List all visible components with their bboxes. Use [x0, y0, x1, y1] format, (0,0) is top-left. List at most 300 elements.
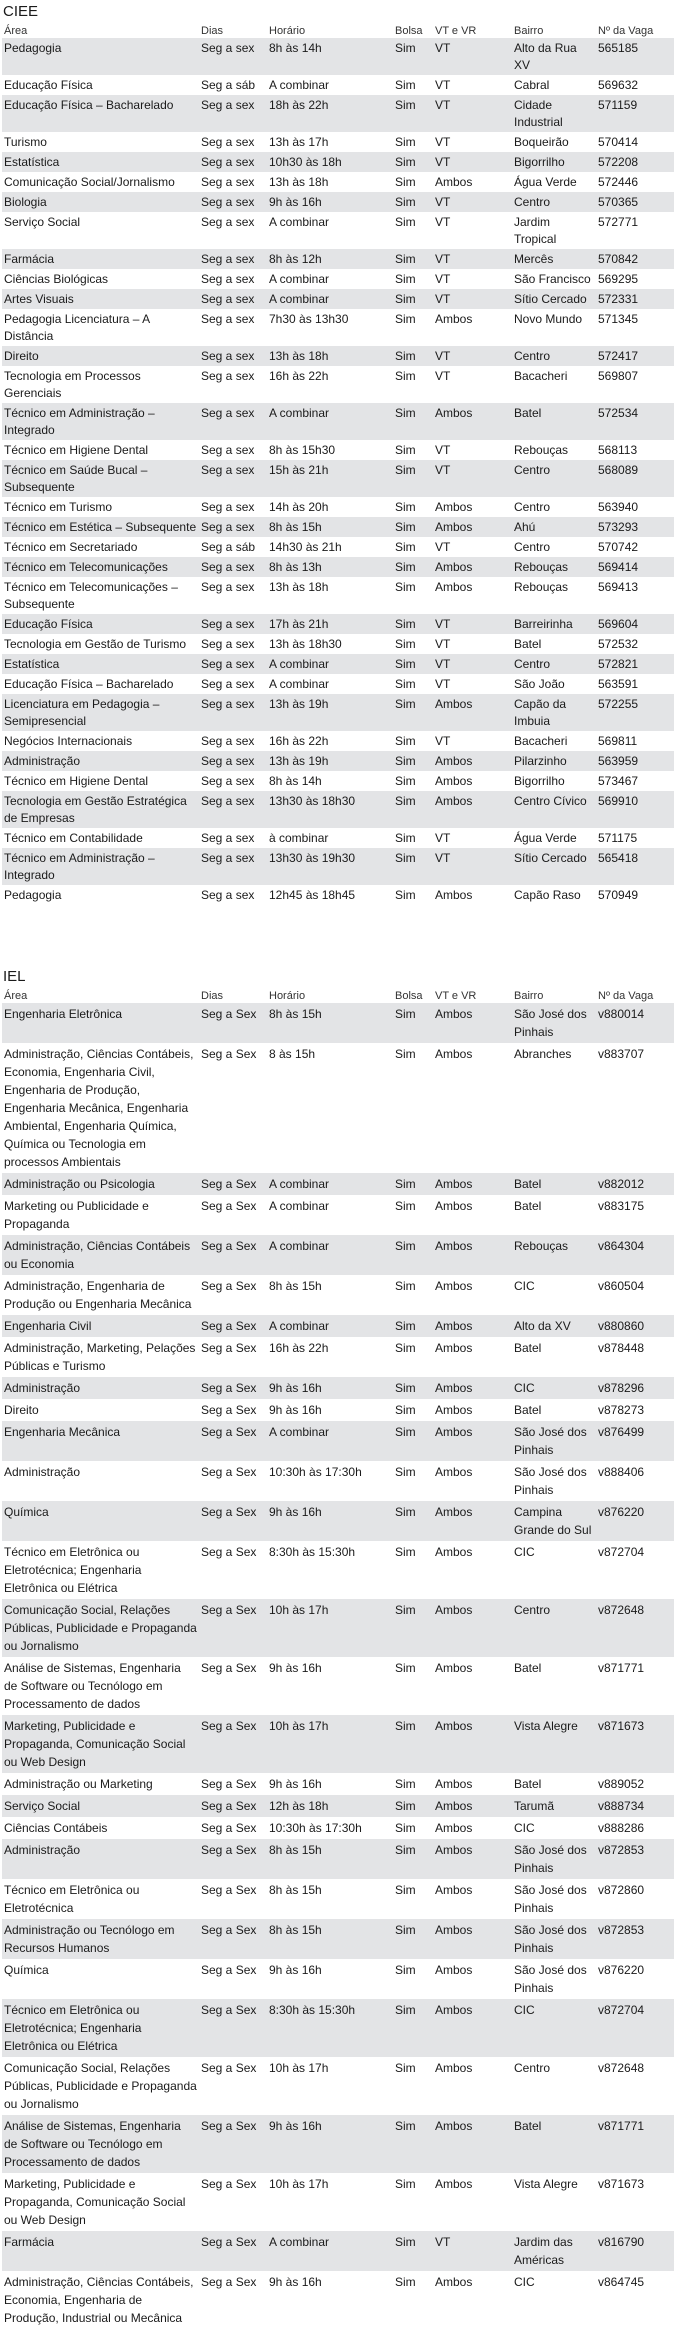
table-row [2, 557, 674, 577]
cell-vaga: 572331 [596, 289, 674, 309]
cell-dias: Seg a Sex [201, 2275, 257, 2289]
cell-vaga: 569807 [598, 369, 639, 383]
cell-bolsa: Sim [393, 289, 433, 309]
cell-bolsa: Sim [393, 38, 433, 75]
cell-bolsa: Sim [395, 1465, 416, 1479]
table-row [2, 751, 674, 771]
cell-vaga: v872853 [596, 1839, 674, 1879]
cell-bairro: Alto da Rua XV [512, 38, 596, 75]
cell-dias: Seg a Sex [201, 1545, 257, 1559]
cell-area: Comunicação Social, Relações Públicas, Publicidade e Propaganda ou Jornalismo [4, 2061, 197, 2111]
cell-dias: Seg a Sex [199, 1421, 267, 1461]
cell-dias: Seg a Sex [201, 2061, 257, 2075]
cell-bolsa: Sim [393, 346, 433, 366]
table-row [2, 1235, 674, 1275]
cell-vt-vr: VT [433, 654, 512, 674]
cell-bolsa: Sim [393, 1999, 433, 2057]
cell-bairro: São José dos Pinhais [514, 1465, 587, 1497]
cell-bairro: Batel [514, 1199, 542, 1213]
cell-vt-vr: Ambos [433, 1501, 512, 1541]
cell-bolsa: Sim [395, 312, 416, 326]
cell-area: Tecnologia em Gestão de Turismo [4, 637, 187, 651]
cell-horario: 17h às 21h [267, 614, 393, 634]
cell-vt-vr: VT [435, 78, 451, 92]
cell-bolsa: Sim [393, 1235, 433, 1275]
header-dias: Dias [201, 25, 224, 37]
cell-horario: A combinar [267, 403, 393, 440]
cell-area: Técnico em Administração – Integrado [2, 848, 199, 885]
cell-vt-vr: Ambos [435, 2177, 473, 2191]
header-vt-vr: VT e VR [435, 25, 477, 37]
cell-bolsa: Sim [393, 1173, 433, 1195]
cell-vt-vr: VT [433, 848, 512, 885]
cell-area: Técnico em Estética – Subsequente [2, 517, 199, 537]
cell-dias: Seg a sex [201, 677, 255, 691]
cell-horario: 16h às 22h [269, 369, 329, 383]
cell-dias: Seg a Sex [201, 1047, 257, 1061]
cell-vaga: v871771 [598, 1661, 645, 1675]
table-row [2, 537, 674, 557]
cell-bolsa: Sim [393, 1003, 433, 1043]
cell-area: Artes Visuais [2, 289, 199, 309]
cell-area: Tecnologia em Gestão Estratégica de Empresas [2, 791, 199, 828]
cell-area: Técnico em Administração – Integrado [2, 403, 199, 440]
cell-vaga: v882012 [596, 1173, 674, 1195]
table-row [2, 95, 674, 132]
cell-vt-vr: Ambos [433, 1795, 512, 1817]
cell-horario: 13h às 18h [269, 580, 329, 594]
cell-horario: 10h às 17h [269, 2061, 329, 2075]
cell-area: Negócios Internacionais [4, 734, 133, 748]
cell-bolsa: Sim [395, 580, 416, 594]
cell-vaga: 570842 [596, 249, 674, 269]
table-row [2, 212, 674, 249]
table-row [2, 1399, 674, 1421]
cell-vt-vr: Ambos [435, 1341, 473, 1355]
cell-bairro: Batel [514, 637, 542, 651]
cell-vaga: 569414 [596, 557, 674, 577]
cell-dias: Seg a Sex [201, 1341, 257, 1355]
cell-dias: Seg a Sex [199, 1173, 267, 1195]
cell-horario: 7h30 às 13h30 [269, 312, 349, 326]
cell-bolsa: Sim [395, 2061, 416, 2075]
cell-horario: 14h30 às 21h [269, 540, 342, 554]
table-row [2, 249, 674, 269]
cell-vaga: 568089 [596, 460, 674, 497]
cell-bairro: Jardim das Américas [512, 2231, 596, 2271]
cell-vt-vr: Ambos [435, 1883, 473, 1897]
cell-vaga: v889052 [598, 1777, 645, 1791]
iel-table [2, 989, 674, 2329]
cell-horario: 10:30h às 17:30h [269, 1821, 362, 1835]
cell-vt-vr: Ambos [433, 1003, 512, 1043]
table-row [2, 38, 674, 75]
cell-horario: 8 às 15h [269, 1047, 316, 1061]
cell-bairro: Rebouças [514, 443, 569, 457]
cell-vt-vr: VT [435, 734, 451, 748]
cell-vaga: v864745 [598, 2275, 645, 2289]
cell-vt-vr: Ambos [435, 1279, 473, 1293]
cell-dias: Seg a Sex [199, 1235, 267, 1275]
cell-horario: 12h45 às 18h45 [269, 888, 356, 902]
cell-horario: A combinar [269, 78, 330, 92]
cell-bolsa: Sim [393, 614, 433, 634]
cell-bairro: Capão da Imbuia [512, 694, 596, 731]
table-row [2, 497, 674, 517]
cell-bairro: Novo Mundo [514, 312, 583, 326]
cell-vt-vr: Ambos [433, 1235, 512, 1275]
cell-bolsa: Sim [393, 1377, 433, 1399]
cell-bolsa: Sim [395, 1047, 416, 1061]
cell-bairro: Centro [514, 500, 551, 514]
cell-dias: Seg a sex [201, 637, 255, 651]
cell-area: Técnico em Telecomunicações – Subsequente [4, 580, 178, 611]
cell-horario: A combinar [269, 677, 330, 691]
cell-bairro: Centro [512, 460, 596, 497]
table-row [2, 634, 674, 654]
cell-dias: Seg a sex [201, 831, 255, 845]
cell-area: Educação Física – Bacharelado [4, 677, 174, 691]
cell-dias: Seg a sex [199, 848, 267, 885]
cell-bairro: Jardim Tropical [514, 215, 557, 246]
cell-bolsa: Sim [393, 751, 433, 771]
cell-horario: 13h30 às 19h30 [267, 848, 393, 885]
cell-vt-vr: VT [435, 677, 451, 691]
cell-dias: Seg a sex [199, 517, 267, 537]
cell-bairro: Centro [512, 346, 596, 366]
cell-bairro: Sítio Cercado [512, 848, 596, 885]
cell-area: Serviço Social [4, 215, 81, 229]
cell-vaga: v883707 [598, 1047, 645, 1061]
table-row [2, 1817, 674, 1839]
table-row [2, 848, 674, 885]
cell-horario: 8h às 15h [269, 1883, 322, 1897]
cell-bairro: São José dos Pinhais [512, 1003, 596, 1043]
cell-dias: Seg a sex [199, 38, 267, 75]
cell-area: Biologia [2, 192, 199, 212]
cell-bairro: Pilarzinho [512, 751, 596, 771]
cell-horario: A combinar [267, 2231, 393, 2271]
cell-vaga: 572771 [598, 215, 639, 229]
cell-bairro: Tarumã [512, 1795, 596, 1817]
table-row [2, 885, 674, 905]
cell-bolsa: Sim [393, 557, 433, 577]
cell-area: Técnico em Eletrônica ou Eletrotécnica; Engenharia Eletrônica ou Elétrica [4, 1545, 142, 1595]
cell-area: Administração [2, 751, 199, 771]
cell-vaga: v880014 [596, 1003, 674, 1043]
cell-vt-vr: Ambos [433, 1173, 512, 1195]
cell-area: Técnico em Higiene Dental [4, 443, 149, 457]
cell-bolsa: Sim [395, 888, 416, 902]
cell-bairro: Boqueirão [514, 135, 569, 149]
cell-vt-vr: Ambos [435, 1047, 473, 1061]
table-row [2, 1541, 674, 1599]
cell-vaga: v883175 [598, 1199, 645, 1213]
cell-horario: 10h às 17h [267, 1599, 393, 1657]
cell-horario: 9h às 16h [269, 1777, 322, 1791]
cell-bairro: Capão Raso [514, 888, 581, 902]
table-row [2, 674, 674, 694]
cell-dias: Seg a sex [201, 580, 255, 594]
cell-bolsa: Sim [393, 1599, 433, 1657]
cell-bairro: São José dos Pinhais [512, 1919, 596, 1959]
cell-bolsa: Sim [393, 694, 433, 731]
cell-area: Turismo [4, 135, 47, 149]
cell-vt-vr: Ambos [435, 1821, 473, 1835]
cell-area: Farmácia [2, 2231, 199, 2271]
cell-vaga: 569910 [596, 791, 674, 828]
cell-vt-vr: Ambos [435, 2061, 473, 2075]
cell-vt-vr: Ambos [435, 1661, 473, 1675]
cell-horario: 8h às 12h [267, 249, 393, 269]
cell-vt-vr: Ambos [435, 1777, 473, 1791]
cell-vt-vr: VT [433, 289, 512, 309]
header-bolsa: Bolsa [395, 25, 423, 37]
table-row [2, 309, 674, 346]
cell-area: Tecnologia em Processos Gerenciais [4, 369, 141, 400]
table-row [2, 1773, 674, 1795]
table-row [2, 654, 674, 674]
cell-horario: 15h às 21h [267, 460, 393, 497]
cell-vt-vr: Ambos [433, 517, 512, 537]
cell-area: Técnico em Higiene Dental [4, 774, 149, 788]
cell-bolsa: Sim [393, 1795, 433, 1817]
cell-bolsa: Sim [393, 403, 433, 440]
cell-horario: 13h às 17h [269, 135, 329, 149]
cell-vaga: v888734 [596, 1795, 674, 1817]
table-row [2, 269, 674, 289]
cell-vaga: v864304 [596, 1235, 674, 1275]
cell-vaga: v872648 [598, 2061, 645, 2075]
cell-bolsa: Sim [395, 1963, 416, 1977]
cell-vaga: v871673 [598, 2177, 645, 2191]
cell-bolsa: Sim [395, 831, 416, 845]
cell-dias: Seg a sex [201, 734, 255, 748]
cell-dias: Seg a Sex [201, 2177, 257, 2191]
table-row [2, 2057, 674, 2115]
cell-horario: 12h às 18h [267, 1795, 393, 1817]
cell-horario: A combinar [267, 1315, 393, 1337]
cell-bolsa: Sim [395, 734, 416, 748]
cell-vt-vr: Ambos [435, 580, 473, 594]
cell-area: Engenharia Eletrônica [2, 1003, 199, 1043]
ciee-table [2, 24, 674, 905]
header-vaga: Nº da Vaga [598, 990, 654, 1002]
cell-area: Técnico em Turismo [4, 500, 113, 514]
cell-vt-vr: Ambos [435, 2275, 473, 2289]
cell-horario: 16h às 22h [269, 1341, 329, 1355]
cell-vt-vr: Ambos [433, 403, 512, 440]
cell-area: Técnico em Eletrônica ou Eletrotécnica; Engenharia Eletrônica ou Elétrica [2, 1999, 199, 2057]
cell-dias: Seg a Sex [201, 1883, 257, 1897]
cell-vaga: v872860 [598, 1883, 645, 1897]
cell-vt-vr: Ambos [435, 1199, 473, 1213]
cell-horario: 8h às 15h30 [269, 443, 336, 457]
table-row [2, 1999, 674, 2057]
cell-dias: Seg a Sex [199, 1999, 267, 2057]
cell-vt-vr: VT [435, 443, 451, 457]
cell-bairro: Água Verde [514, 175, 577, 189]
cell-area: Engenharia Civil [2, 1315, 199, 1337]
cell-bairro: Rebouças [514, 580, 569, 594]
cell-bairro: Bacacheri [514, 734, 568, 748]
cell-bairro: São Francisco [514, 272, 591, 286]
cell-dias: Seg a Sex [199, 1377, 267, 1399]
cell-dias: Seg a Sex [199, 2231, 267, 2271]
cell-horario: 8:30h às 15:30h [269, 1545, 356, 1559]
cell-horario: 18h às 22h [267, 95, 393, 132]
table-row [2, 1919, 674, 1959]
cell-dias: Seg a Sex [201, 1279, 257, 1293]
header-area: Área [4, 25, 28, 37]
cell-bairro: CIC [512, 1999, 596, 2057]
cell-dias: Seg a sex [199, 403, 267, 440]
cell-dias: Seg a sex [201, 888, 255, 902]
cell-vt-vr: Ambos [433, 1377, 512, 1399]
cell-bairro: Ahú [512, 517, 596, 537]
cell-area: Pedagogia Licenciatura – A Distância [4, 312, 150, 343]
cell-horario: 8h às 13h [267, 557, 393, 577]
cell-vt-vr: VT [435, 215, 451, 229]
cell-horario: 8h às 15h [267, 1839, 393, 1879]
cell-bolsa: Sim [395, 1661, 416, 1675]
cell-dias: Seg a Sex [199, 1315, 267, 1337]
cell-dias: Seg a Sex [201, 1777, 257, 1791]
cell-vt-vr: Ambos [435, 175, 473, 189]
cell-area: Química [4, 1963, 49, 1977]
table-row [2, 192, 674, 212]
cell-bairro: São João [514, 677, 565, 691]
cell-bolsa: Sim [395, 1199, 416, 1213]
cell-area: Direito [4, 1403, 39, 1417]
cell-vaga: 563959 [596, 751, 674, 771]
cell-bairro: São José dos Pinhais [514, 1883, 587, 1915]
cell-vaga: 571175 [598, 831, 638, 845]
cell-vaga: 569413 [598, 580, 639, 594]
cell-vaga: 572534 [596, 403, 674, 440]
cell-area: Técnico em Saúde Bucal – Subsequente [2, 460, 199, 497]
cell-bairro: Bigorrilho [514, 774, 565, 788]
cell-bairro: Mercês [512, 249, 596, 269]
cell-dias: Seg a sex [201, 500, 255, 514]
cell-vt-vr: VT [433, 38, 512, 75]
cell-vaga: 572532 [598, 637, 639, 651]
cell-vaga: v816790 [596, 2231, 674, 2271]
table-row [2, 1173, 674, 1195]
cell-bairro: São José dos Pinhais [512, 1839, 596, 1879]
cell-bairro: CIC [514, 1821, 535, 1835]
cell-vt-vr: VT [433, 2231, 512, 2271]
cell-dias: Seg a sex [199, 654, 267, 674]
cell-bolsa: Sim [393, 1839, 433, 1879]
cell-dias: Seg a sex [201, 135, 255, 149]
cell-vaga: 565418 [596, 848, 674, 885]
table-row [2, 289, 674, 309]
cell-horario: 9h às 16h [269, 2275, 322, 2289]
cell-vaga: 571159 [596, 95, 674, 132]
table-header-row [2, 989, 674, 1003]
cell-area: Administração [2, 1377, 199, 1399]
cell-horario: 9h às 16h [267, 2115, 393, 2173]
cell-vaga: 565185 [596, 38, 674, 75]
header-area: Área [4, 990, 28, 1002]
cell-dias: Seg a sex [201, 215, 255, 229]
cell-bairro: Batel [512, 1173, 596, 1195]
cell-vaga: 569295 [598, 272, 639, 286]
cell-dias: Seg a sex [199, 152, 267, 172]
cell-dias: Seg a Sex [199, 1599, 267, 1657]
cell-area: Comunicação Social/Jornalismo [4, 175, 175, 189]
cell-vaga: 572255 [596, 694, 674, 731]
cell-bolsa: Sim [395, 2177, 416, 2191]
cell-vaga: v888286 [598, 1821, 645, 1835]
cell-vaga: v880860 [596, 1315, 674, 1337]
cell-bairro: Batel [512, 2115, 596, 2173]
cell-area: Serviço Social [2, 1795, 199, 1817]
cell-area: Administração, Ciências Contábeis, Economia, Engenharia Civil, Engenharia de Produção, Engenharia Mecânica, Engenharia Ambiental, Engenharia Química, Química ou Tecnologia em processos Ambientais [4, 1047, 194, 1169]
cell-bolsa: Sim [395, 78, 416, 92]
cell-bairro: Batel [514, 1403, 542, 1417]
table-row [2, 2231, 674, 2271]
cell-vaga: 572821 [596, 654, 674, 674]
cell-horario: 9h às 16h [267, 1501, 393, 1541]
cell-bolsa: Sim [395, 677, 416, 691]
table-row [2, 1715, 674, 1773]
table-row [2, 577, 674, 614]
cell-vaga: 573467 [598, 774, 639, 788]
cell-bolsa: Sim [393, 654, 433, 674]
cell-area: Administração ou Tecnólogo em Recursos Humanos [2, 1919, 199, 1959]
cell-bairro: Vista Alegre [512, 1715, 596, 1773]
cell-horario: A combinar [267, 654, 393, 674]
header-bairro: Bairro [514, 990, 544, 1002]
cell-vt-vr: VT [435, 272, 451, 286]
cell-vaga: 568113 [598, 443, 638, 457]
cell-vt-vr: Ambos [435, 500, 473, 514]
cell-horario: 13h às 18h [267, 346, 393, 366]
cell-bolsa: Sim [393, 1421, 433, 1461]
cell-area: Comunicação Social, Relações Públicas, Publicidade e Propaganda ou Jornalismo [2, 1599, 199, 1657]
cell-bolsa: Sim [395, 1341, 416, 1355]
cell-dias: Seg a Sex [201, 1821, 257, 1835]
cell-vaga: 570742 [598, 540, 639, 554]
cell-dias: Seg a sex [199, 694, 267, 731]
cell-horario: 10h às 17h [269, 2177, 329, 2191]
table-row [2, 1795, 674, 1817]
cell-vaga: 571345 [598, 312, 639, 326]
cell-horario: 8h às 15h [267, 1919, 393, 1959]
cell-bolsa: Sim [393, 2115, 433, 2173]
cell-area: Direito [2, 346, 199, 366]
cell-dias: Seg a Sex [199, 1715, 267, 1773]
cell-horario: A combinar [267, 1235, 393, 1275]
cell-dias: Seg a sex [199, 614, 267, 634]
cell-vt-vr: Ambos [435, 1963, 473, 1977]
cell-vaga: 570365 [596, 192, 674, 212]
table-row [2, 614, 674, 634]
cell-area: Marketing, Publicidade e Propaganda, Comunicação Social ou Web Design [4, 2177, 186, 2227]
cell-horario: 9h às 16h [269, 1403, 322, 1417]
cell-horario: A combinar [267, 1173, 393, 1195]
header-bolsa: Bolsa [395, 990, 423, 1002]
cell-vt-vr: Ambos [433, 1715, 512, 1773]
cell-area: Análise de Sistemas, Engenharia de Software ou Tecnólogo em Processamento de dados [4, 1661, 181, 1711]
cell-horario: à combinar [269, 831, 329, 845]
table-row [2, 172, 674, 192]
cell-dias: Seg a sex [201, 175, 255, 189]
cell-vaga: v878448 [598, 1341, 645, 1355]
cell-vt-vr: VT [433, 460, 512, 497]
